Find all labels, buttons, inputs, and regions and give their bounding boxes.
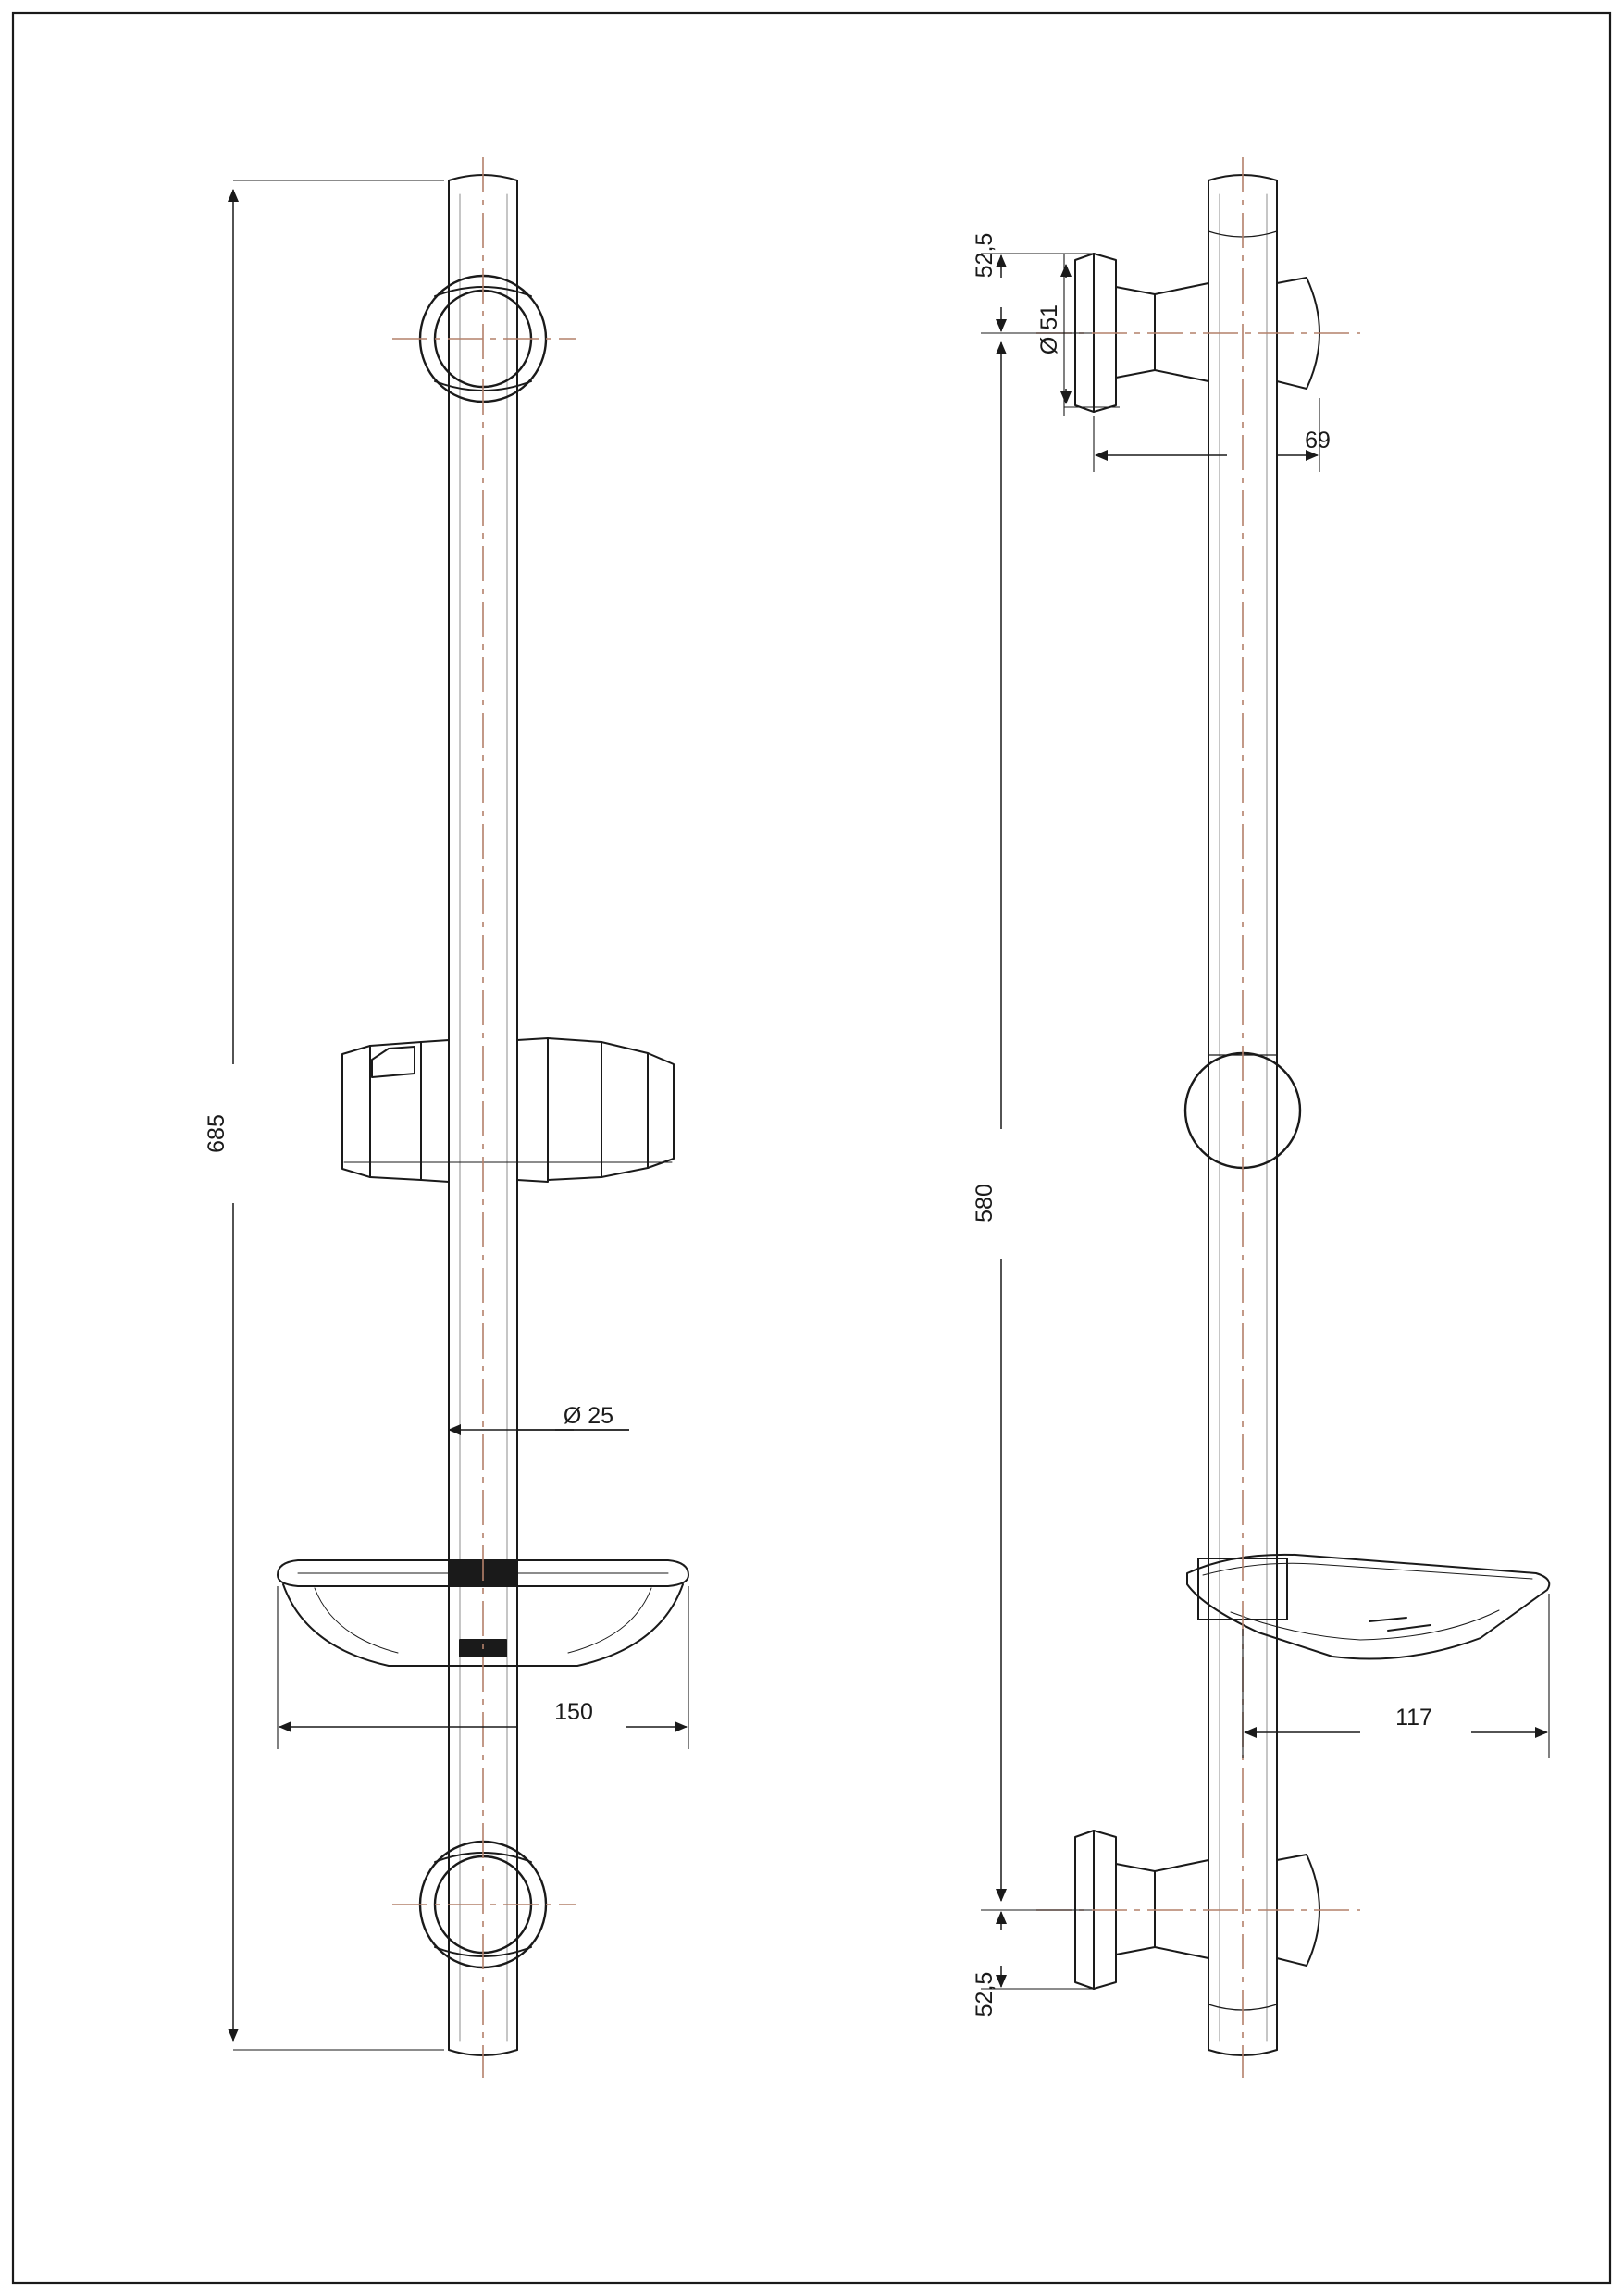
label-flange-diameter: Ø 51 <box>1036 304 1062 355</box>
side-soap-shelf <box>1187 1555 1549 1659</box>
label-flange-height-top: 52,5 <box>972 232 997 279</box>
label-overall-height: 685 <box>204 1114 229 1153</box>
dimension-wall-offset-top <box>1094 398 1319 472</box>
dimension-overall-height <box>233 180 444 2050</box>
dimension-flange-diameter <box>1064 254 1120 416</box>
label-shelf-depth: 117 <box>1395 1705 1432 1731</box>
dimension-bracket-spacing <box>981 333 1092 1910</box>
side-view <box>1075 175 1549 2055</box>
sheet-border <box>13 13 1610 2283</box>
label-wall-offset-top: 69 <box>1305 428 1331 453</box>
label-shelf-width: 150 <box>554 1699 593 1725</box>
label-bracket-spacing: 580 <box>972 1184 997 1222</box>
label-rail-diameter: Ø 25 <box>563 1403 614 1429</box>
side-top-bracket <box>1075 231 1319 412</box>
dimension-labels <box>204 233 1432 2017</box>
front-handset-holder <box>342 1038 674 1182</box>
label-flange-height-bottom: 52,5 <box>972 1971 997 2017</box>
dimension-lines <box>233 180 1549 2050</box>
side-bottom-bracket <box>1075 1831 1319 2010</box>
centerlines <box>392 157 1360 2078</box>
